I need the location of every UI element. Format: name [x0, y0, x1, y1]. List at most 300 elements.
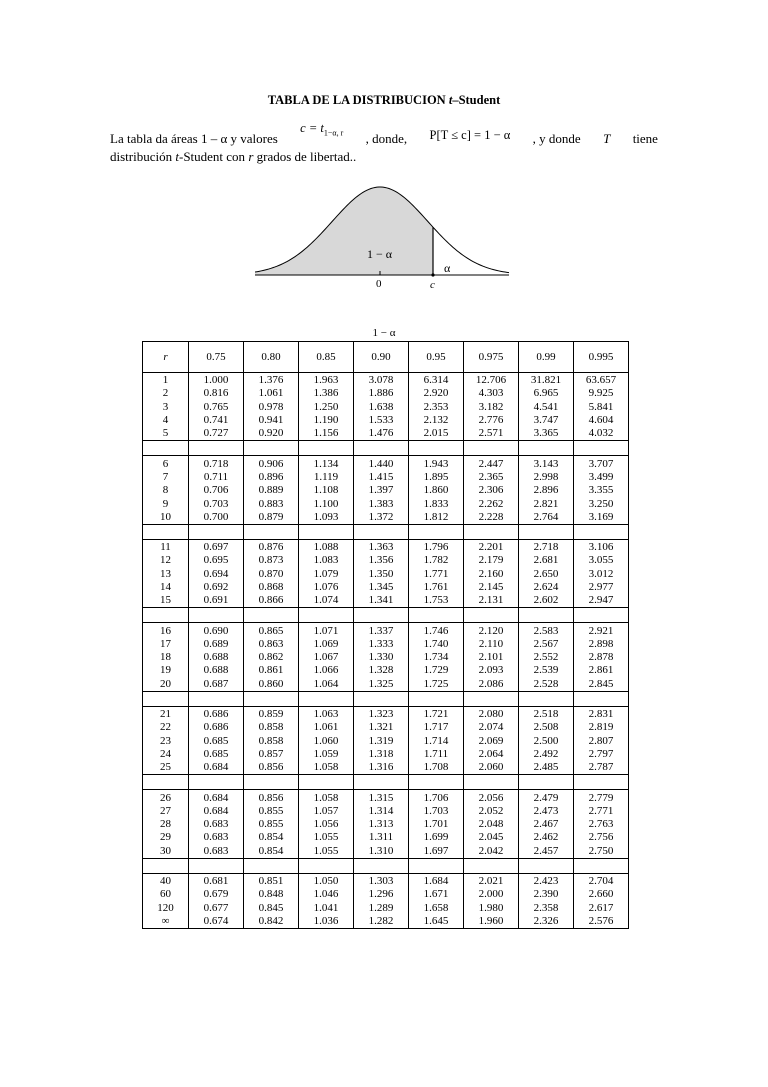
df-cell: 14 [143, 581, 189, 594]
value-cell: 0.889 [244, 484, 299, 497]
value-cell: 2.447 [464, 456, 519, 471]
value-cell: 1.638 [354, 401, 409, 414]
value-cell: 1.067 [299, 651, 354, 664]
separator-cell [143, 441, 189, 456]
value-cell: 1.812 [409, 511, 464, 525]
value-cell: 0.687 [189, 678, 244, 692]
value-cell: 0.692 [189, 581, 244, 594]
value-cell: 1.289 [354, 902, 409, 915]
value-cell: 2.771 [574, 805, 629, 818]
line2-t: t [175, 149, 179, 164]
value-cell: 0.706 [189, 484, 244, 497]
table-row [143, 497, 629, 510]
value-cell: 3.747 [519, 414, 574, 427]
value-cell: 2.326 [519, 915, 574, 929]
value-cell: 0.860 [244, 678, 299, 692]
value-cell: 1.671 [409, 888, 464, 901]
value-cell: 1.729 [409, 664, 464, 677]
value-cell: 0.684 [189, 790, 244, 805]
value-cell: 2.763 [574, 818, 629, 831]
value-cell: 1.314 [354, 805, 409, 818]
value-cell: 2.390 [519, 888, 574, 901]
value-cell: 1.415 [354, 471, 409, 484]
header-cell: r [143, 342, 189, 373]
value-cell: 2.896 [519, 484, 574, 497]
value-cell: 1.046 [299, 888, 354, 901]
value-cell: 0.688 [189, 651, 244, 664]
title-var: t [448, 93, 453, 107]
value-cell: 2.021 [464, 873, 519, 888]
value-cell: 0.858 [244, 721, 299, 734]
value-cell: 1.056 [299, 818, 354, 831]
group-separator-row [143, 858, 629, 873]
value-cell: 1.036 [299, 915, 354, 929]
value-cell: 2.000 [464, 888, 519, 901]
table-row [143, 471, 629, 484]
value-cell: 0.685 [189, 748, 244, 761]
df-cell: 2 [143, 387, 189, 400]
df-cell: 27 [143, 805, 189, 818]
value-cell: 1.753 [409, 594, 464, 608]
value-cell: 0.873 [244, 554, 299, 567]
table-row [143, 915, 629, 929]
separator-cell [464, 524, 519, 539]
value-cell: 0.978 [244, 401, 299, 414]
df-cell: 18 [143, 651, 189, 664]
intro-paragraph [110, 120, 658, 166]
value-cell: 2.423 [519, 873, 574, 888]
value-cell: 1.318 [354, 748, 409, 761]
value-cell: 1.658 [409, 902, 464, 915]
value-cell: 1.190 [299, 414, 354, 427]
value-cell: 1.943 [409, 456, 464, 471]
value-cell: 2.045 [464, 831, 519, 844]
table-row [143, 414, 629, 427]
df-cell: 6 [143, 456, 189, 471]
value-cell: 2.878 [574, 651, 629, 664]
value-cell: 2.779 [574, 790, 629, 805]
value-cell: 1.341 [354, 594, 409, 608]
value-cell: 2.179 [464, 554, 519, 567]
table-row [143, 790, 629, 805]
line2-r: r [248, 149, 254, 164]
value-cell: 2.262 [464, 497, 519, 510]
value-cell: 2.145 [464, 581, 519, 594]
table-row [143, 554, 629, 567]
value-cell: 2.624 [519, 581, 574, 594]
value-cell: 1.708 [409, 761, 464, 775]
value-cell: 2.567 [519, 638, 574, 651]
value-cell: 1.083 [299, 554, 354, 567]
value-cell: 0.855 [244, 818, 299, 831]
value-cell: 2.479 [519, 790, 574, 805]
table-row [143, 805, 629, 818]
value-cell: 0.854 [244, 831, 299, 844]
value-cell: 0.674 [189, 915, 244, 929]
value-cell: 2.462 [519, 831, 574, 844]
table-row [143, 873, 629, 888]
value-cell: 1.714 [409, 735, 464, 748]
value-cell: 1.833 [409, 497, 464, 510]
value-cell: 3.055 [574, 554, 629, 567]
value-cell: 1.782 [409, 554, 464, 567]
value-cell: 1.134 [299, 456, 354, 471]
intro-text-4: tiene [632, 131, 658, 146]
separator-cell [409, 858, 464, 873]
group-separator-row [143, 775, 629, 790]
value-cell: 1.397 [354, 484, 409, 497]
area-label: 1 − α [367, 247, 393, 261]
value-cell: 2.528 [519, 678, 574, 692]
value-cell: 1.079 [299, 568, 354, 581]
value-cell: 31.821 [519, 373, 574, 388]
value-cell: 0.842 [244, 915, 299, 929]
value-cell: 0.686 [189, 721, 244, 734]
header-cell: 0.99 [519, 342, 574, 373]
intro-text-1: La tabla da áreas 1 – α y valores [110, 131, 278, 146]
separator-cell [299, 858, 354, 873]
value-cell: 0.683 [189, 818, 244, 831]
value-cell: 0.920 [244, 427, 299, 441]
value-cell: 3.707 [574, 456, 629, 471]
value-cell: 1.050 [299, 873, 354, 888]
value-cell: 2.042 [464, 845, 519, 859]
df-cell: 3 [143, 401, 189, 414]
header-cell: 0.95 [409, 342, 464, 373]
value-cell: 1.058 [299, 790, 354, 805]
value-cell: 1.533 [354, 414, 409, 427]
separator-cell [143, 858, 189, 873]
table-row [143, 831, 629, 844]
separator-cell [244, 858, 299, 873]
separator-cell [299, 524, 354, 539]
table-row [143, 818, 629, 831]
line2-b: -Student con [178, 149, 249, 164]
value-cell: 2.120 [464, 623, 519, 638]
value-cell: 1.325 [354, 678, 409, 692]
alpha-label: α [444, 261, 451, 275]
value-cell: 1.055 [299, 845, 354, 859]
value-cell: 6.965 [519, 387, 574, 400]
intro-T: T [603, 131, 611, 146]
value-cell: 4.541 [519, 401, 574, 414]
separator-cell [574, 775, 629, 790]
value-cell: 1.000 [189, 373, 244, 388]
table-row [143, 401, 629, 414]
value-cell: 1.706 [409, 790, 464, 805]
separator-cell [519, 524, 574, 539]
table-row [143, 888, 629, 901]
separator-cell [354, 691, 409, 706]
value-cell: 2.571 [464, 427, 519, 441]
value-cell: 1.296 [354, 888, 409, 901]
value-cell: 1.069 [299, 638, 354, 651]
value-cell: 1.386 [299, 387, 354, 400]
value-cell: 2.467 [519, 818, 574, 831]
value-cell: 2.353 [409, 401, 464, 414]
separator-cell [519, 691, 574, 706]
value-cell: 2.132 [409, 414, 464, 427]
zero-label: 0 [376, 278, 382, 290]
intro-text-2: , donde, [365, 131, 408, 146]
value-cell: 0.686 [189, 706, 244, 721]
value-cell: 1.156 [299, 427, 354, 441]
separator-cell [143, 691, 189, 706]
value-cell: 1.684 [409, 873, 464, 888]
value-cell: 0.941 [244, 414, 299, 427]
value-cell: 1.372 [354, 511, 409, 525]
value-cell: 2.052 [464, 805, 519, 818]
shaded-area [255, 187, 433, 275]
df-cell: 120 [143, 902, 189, 915]
separator-cell [574, 858, 629, 873]
value-cell: 2.457 [519, 845, 574, 859]
separator-cell [464, 858, 519, 873]
value-cell: 0.691 [189, 594, 244, 608]
value-cell: 2.064 [464, 748, 519, 761]
value-cell: 1.740 [409, 638, 464, 651]
value-cell: 2.365 [464, 471, 519, 484]
table-row [143, 651, 629, 664]
df-cell: 21 [143, 706, 189, 721]
value-cell: 0.845 [244, 902, 299, 915]
value-cell: 1.059 [299, 748, 354, 761]
header-cell: 0.995 [574, 342, 629, 373]
value-cell: 3.106 [574, 539, 629, 554]
value-cell: 2.861 [574, 664, 629, 677]
value-cell: 6.314 [409, 373, 464, 388]
table-row [143, 638, 629, 651]
value-cell: 1.363 [354, 539, 409, 554]
value-cell: 3.355 [574, 484, 629, 497]
value-cell: 2.756 [574, 831, 629, 844]
value-cell: 0.684 [189, 805, 244, 818]
table-row [143, 721, 629, 734]
value-cell: 2.160 [464, 568, 519, 581]
separator-cell [519, 775, 574, 790]
df-cell: 20 [143, 678, 189, 692]
value-cell: 1.323 [354, 706, 409, 721]
value-cell: 63.657 [574, 373, 629, 388]
value-cell: 2.518 [519, 706, 574, 721]
group-separator-row [143, 524, 629, 539]
value-cell: 2.998 [519, 471, 574, 484]
header-cell: 0.75 [189, 342, 244, 373]
value-cell: 1.697 [409, 845, 464, 859]
value-cell: 2.228 [464, 511, 519, 525]
value-cell: 0.858 [244, 735, 299, 748]
separator-cell [464, 775, 519, 790]
df-cell: ∞ [143, 915, 189, 929]
value-cell: 1.074 [299, 594, 354, 608]
value-cell: 2.797 [574, 748, 629, 761]
table-row [143, 581, 629, 594]
value-cell: 0.683 [189, 845, 244, 859]
value-cell: 1.108 [299, 484, 354, 497]
value-cell: 3.499 [574, 471, 629, 484]
value-cell: 2.776 [464, 414, 519, 427]
separator-cell [574, 691, 629, 706]
value-cell: 4.032 [574, 427, 629, 441]
line2-a: distribución [110, 149, 176, 164]
separator-cell [464, 691, 519, 706]
value-cell: 0.861 [244, 664, 299, 677]
value-cell: 1.711 [409, 748, 464, 761]
separator-cell [189, 441, 244, 456]
value-cell: 4.303 [464, 387, 519, 400]
value-cell: 1.721 [409, 706, 464, 721]
value-cell: 1.041 [299, 902, 354, 915]
separator-cell [354, 858, 409, 873]
value-cell: 1.057 [299, 805, 354, 818]
value-cell: 2.485 [519, 761, 574, 775]
value-cell: 2.110 [464, 638, 519, 651]
separator-cell [519, 608, 574, 623]
value-cell: 2.821 [519, 497, 574, 510]
value-cell: 0.684 [189, 761, 244, 775]
df-cell: 23 [143, 735, 189, 748]
separator-cell [244, 524, 299, 539]
table-row [143, 484, 629, 497]
table-row [143, 761, 629, 775]
value-cell: 2.080 [464, 706, 519, 721]
table-row [143, 664, 629, 677]
value-cell: 1.066 [299, 664, 354, 677]
df-cell: 7 [143, 471, 189, 484]
value-cell: 1.060 [299, 735, 354, 748]
value-cell: 1.333 [354, 638, 409, 651]
value-cell: 1.350 [354, 568, 409, 581]
value-cell: 2.602 [519, 594, 574, 608]
formula-prob: P[T ≤ c] = 1 − α [429, 128, 511, 142]
separator-cell [409, 524, 464, 539]
separator-cell [354, 775, 409, 790]
df-cell: 10 [143, 511, 189, 525]
formula-c-main: c = t [300, 120, 324, 135]
header-cell: 0.85 [299, 342, 354, 373]
value-cell: 2.500 [519, 735, 574, 748]
value-cell: 2.921 [574, 623, 629, 638]
formula-c-sub: 1−α, r [323, 128, 344, 137]
value-cell: 0.870 [244, 568, 299, 581]
value-cell: 2.069 [464, 735, 519, 748]
separator-cell [244, 691, 299, 706]
value-cell: 2.947 [574, 594, 629, 608]
value-cell: 2.977 [574, 581, 629, 594]
value-cell: 0.883 [244, 497, 299, 510]
table-row [143, 539, 629, 554]
value-cell: 2.060 [464, 761, 519, 775]
value-cell: 4.604 [574, 414, 629, 427]
table-row [143, 845, 629, 859]
value-cell: 1.717 [409, 721, 464, 734]
value-cell: 0.727 [189, 427, 244, 441]
table-row [143, 387, 629, 400]
value-cell: 2.750 [574, 845, 629, 859]
value-cell: 1.315 [354, 790, 409, 805]
value-cell: 0.863 [244, 638, 299, 651]
value-cell: 2.831 [574, 706, 629, 721]
value-cell: 1.963 [299, 373, 354, 388]
separator-cell [409, 441, 464, 456]
value-cell: 2.086 [464, 678, 519, 692]
page-title [0, 93, 768, 108]
separator-cell [189, 858, 244, 873]
df-cell: 30 [143, 845, 189, 859]
df-cell: 11 [143, 539, 189, 554]
separator-cell [189, 524, 244, 539]
separator-cell [519, 441, 574, 456]
value-cell: 0.865 [244, 623, 299, 638]
value-cell: 2.583 [519, 623, 574, 638]
value-cell: 1.058 [299, 761, 354, 775]
intro-line-2 [110, 148, 658, 166]
value-cell: 0.703 [189, 497, 244, 510]
df-cell: 1 [143, 373, 189, 388]
value-cell: 1.076 [299, 581, 354, 594]
value-cell: 0.848 [244, 888, 299, 901]
table-header-row [143, 342, 629, 373]
value-cell: 3.078 [354, 373, 409, 388]
df-cell: 17 [143, 638, 189, 651]
df-cell: 13 [143, 568, 189, 581]
value-cell: 1.303 [354, 873, 409, 888]
value-cell: 2.898 [574, 638, 629, 651]
value-cell: 2.015 [409, 427, 464, 441]
df-cell: 40 [143, 873, 189, 888]
separator-cell [574, 608, 629, 623]
value-cell: 0.859 [244, 706, 299, 721]
separator-cell [574, 524, 629, 539]
value-cell: 3.143 [519, 456, 574, 471]
value-cell: 0.876 [244, 539, 299, 554]
table-row [143, 678, 629, 692]
df-cell: 9 [143, 497, 189, 510]
value-cell: 2.787 [574, 761, 629, 775]
value-cell: 0.681 [189, 873, 244, 888]
table-row [143, 594, 629, 608]
value-cell: 1.311 [354, 831, 409, 844]
value-cell: 1.330 [354, 651, 409, 664]
value-cell: 1.699 [409, 831, 464, 844]
group-separator-row [143, 441, 629, 456]
value-cell: 1.645 [409, 915, 464, 929]
value-cell: 1.282 [354, 915, 409, 929]
value-cell: 1.701 [409, 818, 464, 831]
value-cell: 2.358 [519, 902, 574, 915]
separator-cell [189, 775, 244, 790]
value-cell: 0.816 [189, 387, 244, 400]
value-cell: 9.925 [574, 387, 629, 400]
value-cell: 2.101 [464, 651, 519, 664]
value-cell: 2.306 [464, 484, 519, 497]
separator-cell [409, 775, 464, 790]
value-cell: 2.201 [464, 539, 519, 554]
value-cell: 2.845 [574, 678, 629, 692]
t-distribution-figure [255, 180, 515, 295]
value-cell: 0.868 [244, 581, 299, 594]
formula-c [300, 119, 343, 143]
table-row [143, 456, 629, 471]
value-cell: 2.681 [519, 554, 574, 567]
value-cell: 2.819 [574, 721, 629, 734]
value-cell: 0.879 [244, 511, 299, 525]
table-row [143, 623, 629, 638]
separator-cell [354, 441, 409, 456]
separator-cell [299, 608, 354, 623]
value-cell: 1.440 [354, 456, 409, 471]
value-cell: 0.855 [244, 805, 299, 818]
